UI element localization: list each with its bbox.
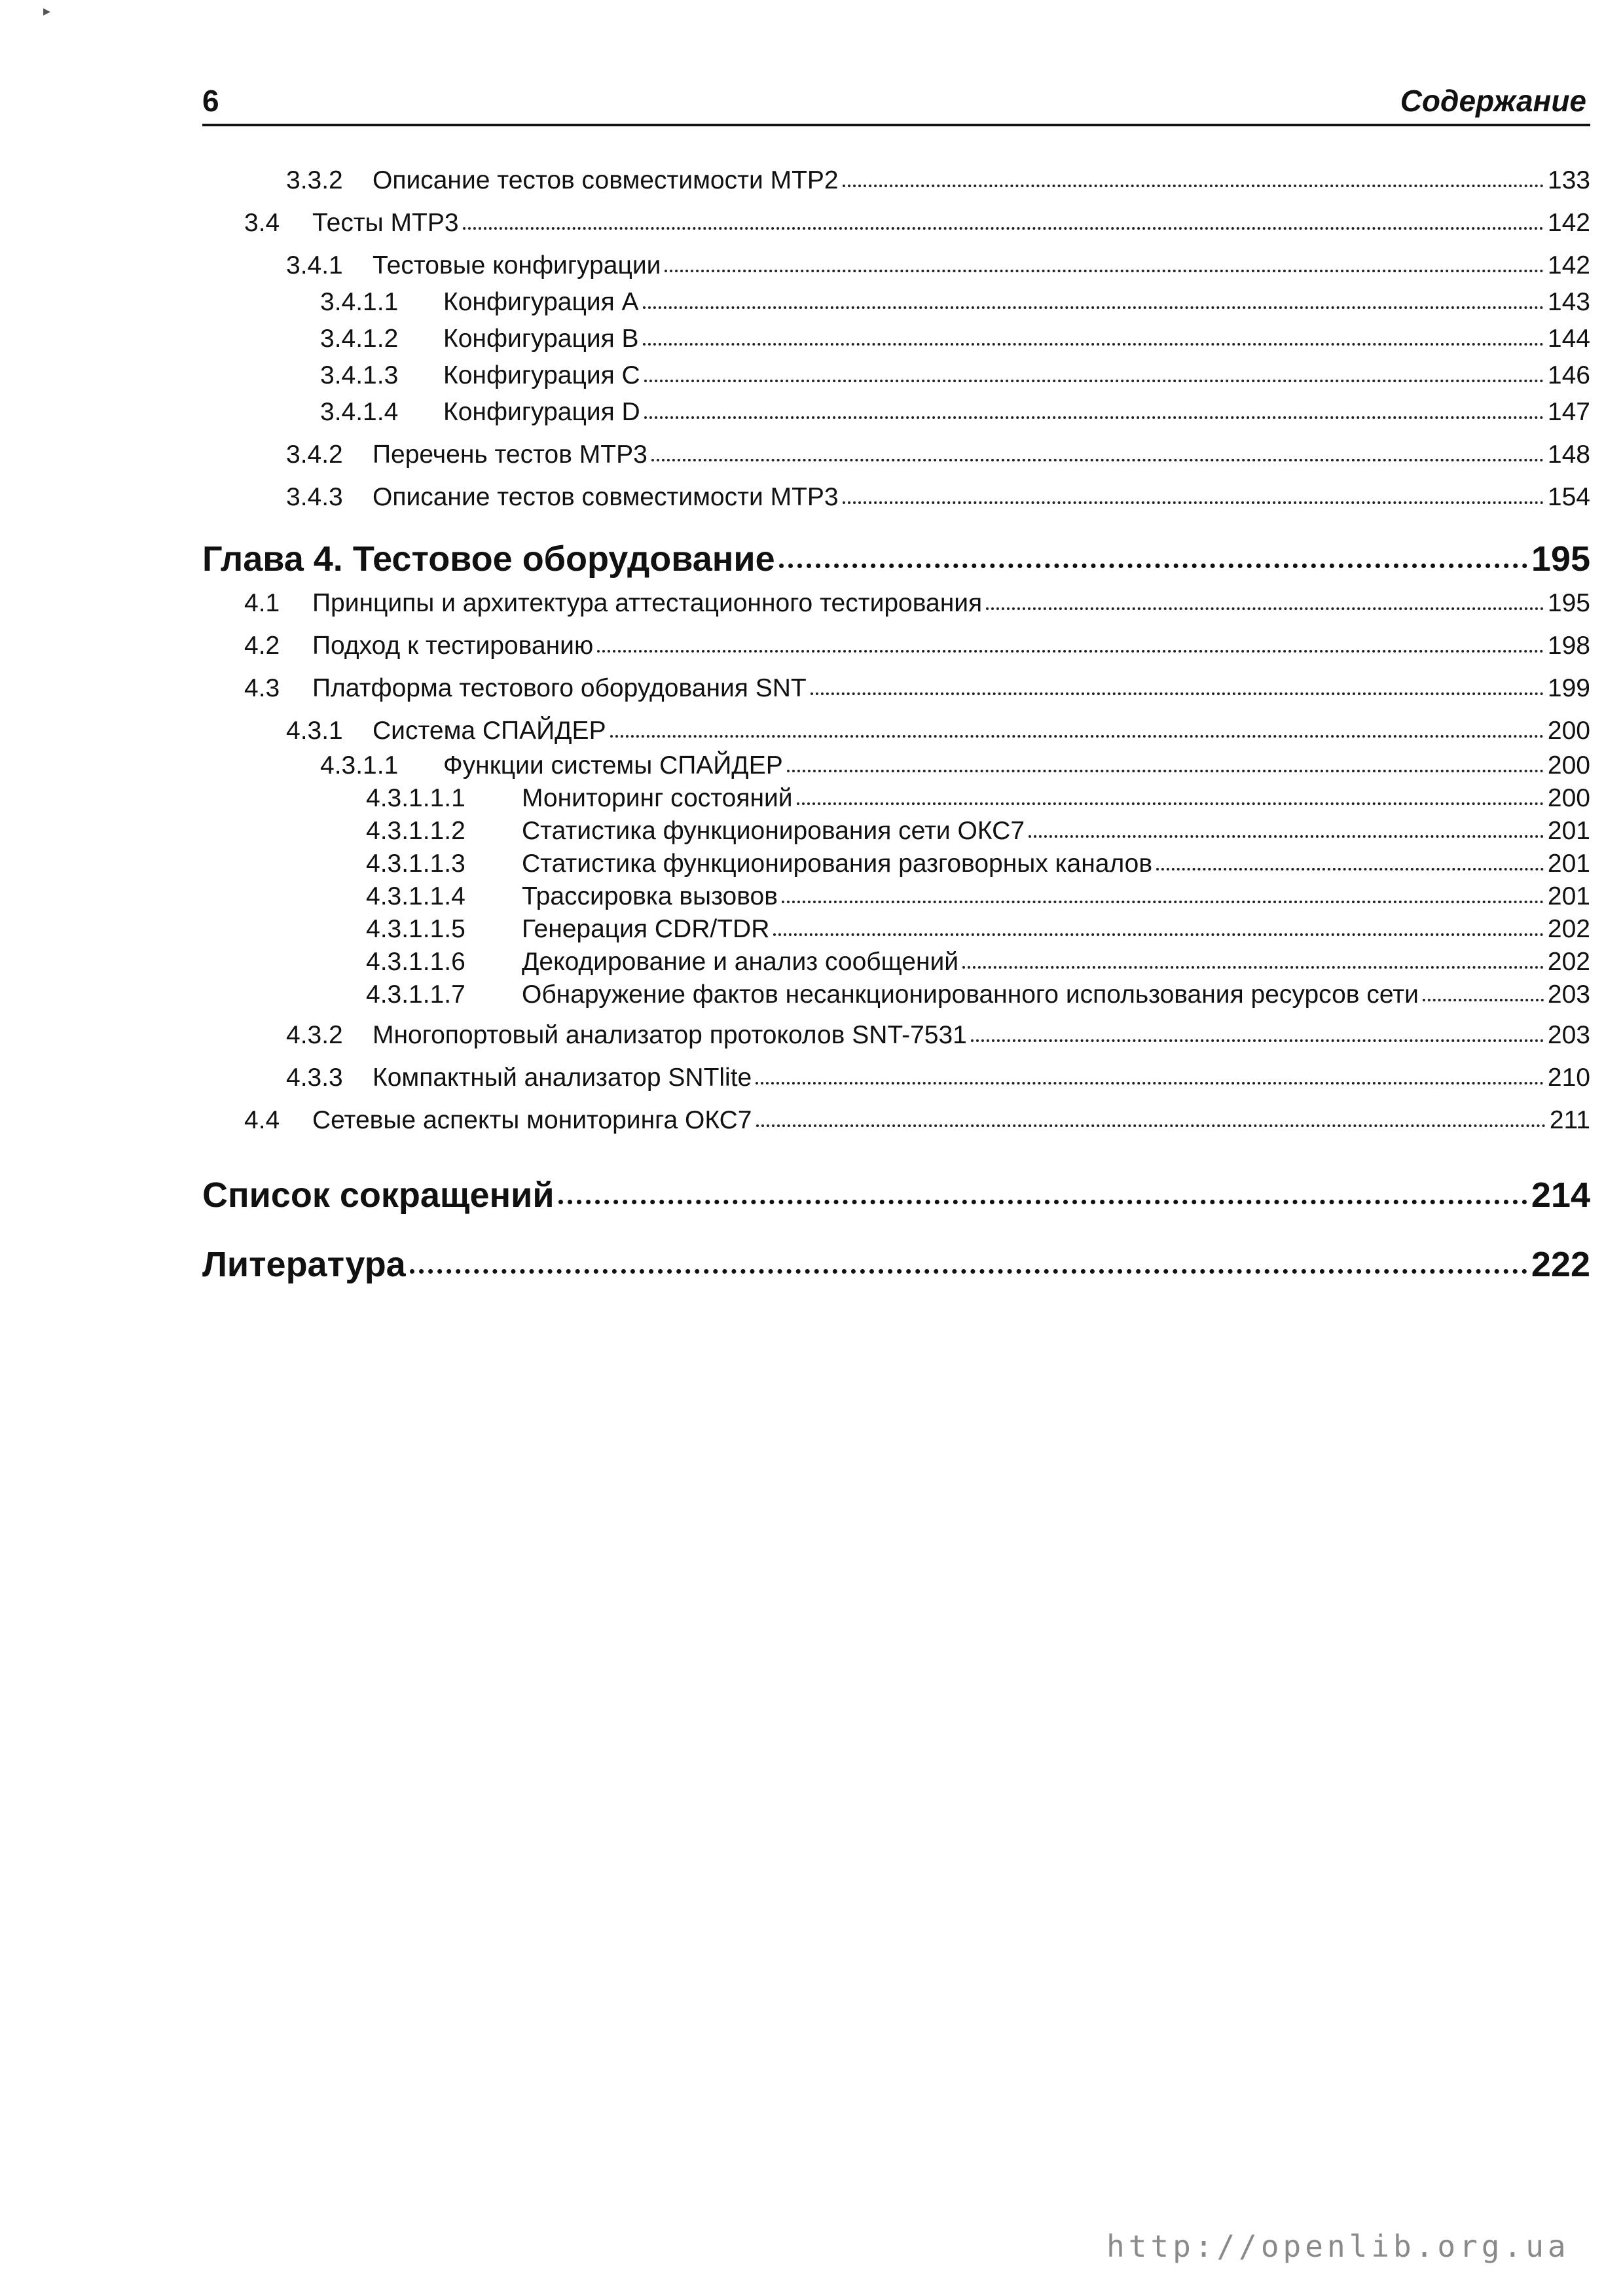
toc-entry-title: Статистика функционирования разговорных каналов [522, 850, 1153, 878]
toc-entry-title: Конфигурация С [443, 361, 640, 389]
dot-leader [843, 185, 1544, 187]
toc-entry-page: 199 [1547, 674, 1590, 702]
toc-entry-title: Платформа тестового оборудования SNT [312, 674, 807, 702]
toc-entry[interactable] [202, 162, 1590, 199]
toc-entry-page: 200 [1547, 751, 1590, 780]
url-watermark: http://openlib.org.ua [1106, 2229, 1570, 2264]
toc-entry-number: 3.4.1.2 [320, 325, 399, 353]
toc-chapter-title: Литература [202, 1245, 406, 1284]
toc-entry-title: Описание тестов совместимости МТР2 [373, 166, 839, 194]
toc-entry-page: 195 [1547, 589, 1590, 617]
toc-entry-number: 4.3.1.1.1 [366, 784, 465, 812]
toc-entry[interactable] [202, 247, 1590, 284]
toc-entry-page: 200 [1547, 784, 1590, 812]
toc-entry[interactable] [202, 437, 1590, 473]
toc-entry-page: 148 [1547, 440, 1590, 469]
dot-leader [651, 459, 1544, 461]
toc-entry-page: 203 [1547, 1021, 1590, 1049]
page-number: 6 [202, 84, 219, 118]
toc-entry-page: 143 [1547, 288, 1590, 316]
dot-leader [787, 770, 1544, 772]
toc-entry[interactable] [202, 1102, 1590, 1139]
dot-leader [644, 416, 1544, 419]
toc-entry-page: 202 [1547, 948, 1590, 976]
toc-entry-number: 4.3.1.1.5 [366, 915, 465, 943]
toc-entry-title: Конфигурация А [443, 288, 639, 316]
toc-entry-title: Тесты МТР3 [312, 209, 459, 237]
toc-entry-number: 4.3.1.1.6 [366, 948, 465, 976]
toc-entry-title: Тестовые конфигурации [373, 251, 661, 279]
toc-entry-number: 4.3 [244, 674, 280, 702]
table-of-contents [202, 162, 1590, 1291]
toc-entry-number: 4.1 [244, 589, 280, 617]
toc-entry[interactable] [202, 713, 1590, 749]
dot-leader [558, 1200, 1527, 1204]
toc-entry-title: Функции системы СПАЙДЕР [443, 751, 783, 780]
toc-chapter[interactable] [202, 1238, 1590, 1291]
toc-entry-page: 210 [1547, 1064, 1590, 1092]
toc-entry-title: Мониторинг состояний [522, 784, 793, 812]
toc-entry-title: Конфигурация D [443, 398, 640, 426]
dot-leader [1423, 999, 1544, 1001]
toc-entry-page: 154 [1547, 483, 1590, 511]
toc-entry-number: 4.2 [244, 632, 280, 660]
toc-entry-number: 4.3.3 [286, 1064, 343, 1092]
toc-entry-page: 200 [1547, 717, 1590, 745]
dot-leader [773, 933, 1544, 936]
toc-entry-page: 146 [1547, 361, 1590, 389]
dot-leader [756, 1124, 1546, 1127]
toc-entry-page: 142 [1547, 251, 1590, 279]
toc-entry[interactable] [202, 284, 1590, 321]
toc-entry-page: 144 [1547, 325, 1590, 353]
toc-entry-title: Описание тестов совместимости МТР3 [373, 483, 839, 511]
toc-entry-number: 4.3.1.1.3 [366, 850, 465, 878]
toc-entry[interactable] [202, 670, 1590, 707]
toc-entry[interactable] [202, 1060, 1590, 1096]
dot-leader [797, 802, 1544, 805]
toc-entry[interactable] [202, 749, 1590, 782]
toc-entry[interactable] [202, 394, 1590, 431]
dot-leader [597, 650, 1544, 653]
dot-leader [463, 227, 1544, 230]
toc-entry[interactable] [202, 205, 1590, 242]
toc-entry[interactable] [202, 978, 1590, 1011]
dot-leader [643, 306, 1544, 309]
toc-entry-number: 3.4.1.3 [320, 361, 399, 389]
toc-entry-page: 201 [1547, 882, 1590, 910]
toc-entry[interactable] [202, 321, 1590, 357]
toc-chapter-title: Список сокращений [202, 1175, 555, 1215]
toc-entry[interactable] [202, 585, 1590, 622]
toc-entry-title: Подход к тестированию [312, 632, 594, 660]
dot-leader [971, 1039, 1544, 1042]
toc-entry-page: 202 [1547, 915, 1590, 943]
toc-entry-number: 3.4.1.1 [320, 288, 399, 316]
toc-entry-number: 4.4 [244, 1106, 280, 1134]
toc-entry[interactable] [202, 1017, 1590, 1054]
toc-entry-number: 4.3.1.1 [320, 751, 399, 780]
toc-entry-number: 3.4 [244, 209, 280, 237]
toc-entry-title: Перечень тестов МТР3 [373, 440, 647, 469]
toc-entry-title: Статистика функционирования сети ОКС7 [522, 817, 1025, 845]
dot-leader [811, 692, 1544, 695]
toc-entry[interactable] [202, 913, 1590, 946]
dot-leader [843, 501, 1544, 504]
toc-entry[interactable] [202, 479, 1590, 516]
toc-entry-page: 142 [1547, 209, 1590, 237]
toc-entry-title: Сетевые аспекты мониторинга ОКС7 [312, 1106, 752, 1134]
toc-entry-title: Система СПАЙДЕР [373, 717, 606, 745]
toc-chapter-page: 222 [1531, 1245, 1590, 1284]
toc-entry-page: 203 [1547, 980, 1590, 1009]
toc-entry-title: Компактный анализатор SNTlite [373, 1064, 752, 1092]
dot-leader [610, 735, 1544, 738]
page-header [202, 77, 1590, 126]
dot-leader [665, 270, 1544, 272]
dot-leader [779, 564, 1527, 568]
toc-entry-number: 4.3.1.1.7 [366, 980, 465, 1009]
toc-entry-page: 198 [1547, 632, 1590, 660]
toc-chapter[interactable] [202, 1169, 1590, 1221]
toc-entry[interactable] [202, 815, 1590, 848]
toc-entry-page: 147 [1547, 398, 1590, 426]
toc-entry-title: Генерация CDR/TDR [522, 915, 770, 943]
toc-entry-number: 4.3.2 [286, 1021, 343, 1049]
toc-entry[interactable] [202, 880, 1590, 913]
dot-leader [1156, 868, 1544, 870]
dot-leader [643, 343, 1544, 346]
toc-entry-number: 3.4.1.4 [320, 398, 399, 426]
toc-chapter-page: 214 [1531, 1175, 1590, 1215]
toc-entry-number: 3.4.3 [286, 483, 343, 511]
toc-entry-page: 211 [1549, 1106, 1590, 1134]
toc-entry-title: Принципы и архитектура аттестационного тестирования [312, 589, 983, 617]
toc-entry-page: 201 [1547, 850, 1590, 878]
toc-entry-title: Многопортовый анализатор протоколов SNT-7531 [373, 1021, 967, 1049]
dot-leader [410, 1269, 1527, 1274]
toc-entry[interactable] [202, 848, 1590, 880]
toc-entry-title: Обнаружение фактов несанкционированного использования ресурсов сети [522, 980, 1419, 1009]
dot-leader [782, 901, 1544, 903]
toc-chapter-page: 195 [1531, 539, 1590, 579]
toc-entry-number: 3.4.1 [286, 251, 343, 279]
toc-entry[interactable] [202, 782, 1590, 815]
dot-leader [962, 966, 1544, 969]
toc-entry-title: Конфигурация В [443, 325, 639, 353]
toc-entry-page: 133 [1547, 166, 1590, 194]
dot-leader [756, 1082, 1544, 1085]
toc-entry-number: 4.3.1.1.4 [366, 882, 465, 910]
toc-entry-number: 4.3.1 [286, 717, 343, 745]
toc-chapter[interactable] [202, 533, 1590, 585]
toc-entry-page: 201 [1547, 817, 1590, 845]
corner-mark: ▸ [43, 3, 51, 19]
toc-entry[interactable] [202, 946, 1590, 978]
toc-entry-number: 4.3.1.1.2 [366, 817, 465, 845]
dot-leader [1029, 835, 1544, 838]
toc-entry-title: Трассировка вызовов [522, 882, 778, 910]
toc-chapter-title: Глава 4. Тестовое оборудование [202, 539, 775, 579]
dot-leader [644, 380, 1544, 382]
toc-entry-title: Декодирование и анализ сообщений [522, 948, 959, 976]
toc-entry-number: 3.3.2 [286, 166, 343, 194]
toc-entry[interactable] [202, 628, 1590, 664]
toc-entry[interactable] [202, 357, 1590, 394]
toc-entry-number: 3.4.2 [286, 440, 343, 469]
dot-leader [986, 607, 1544, 610]
running-title: Содержание [1400, 84, 1586, 118]
